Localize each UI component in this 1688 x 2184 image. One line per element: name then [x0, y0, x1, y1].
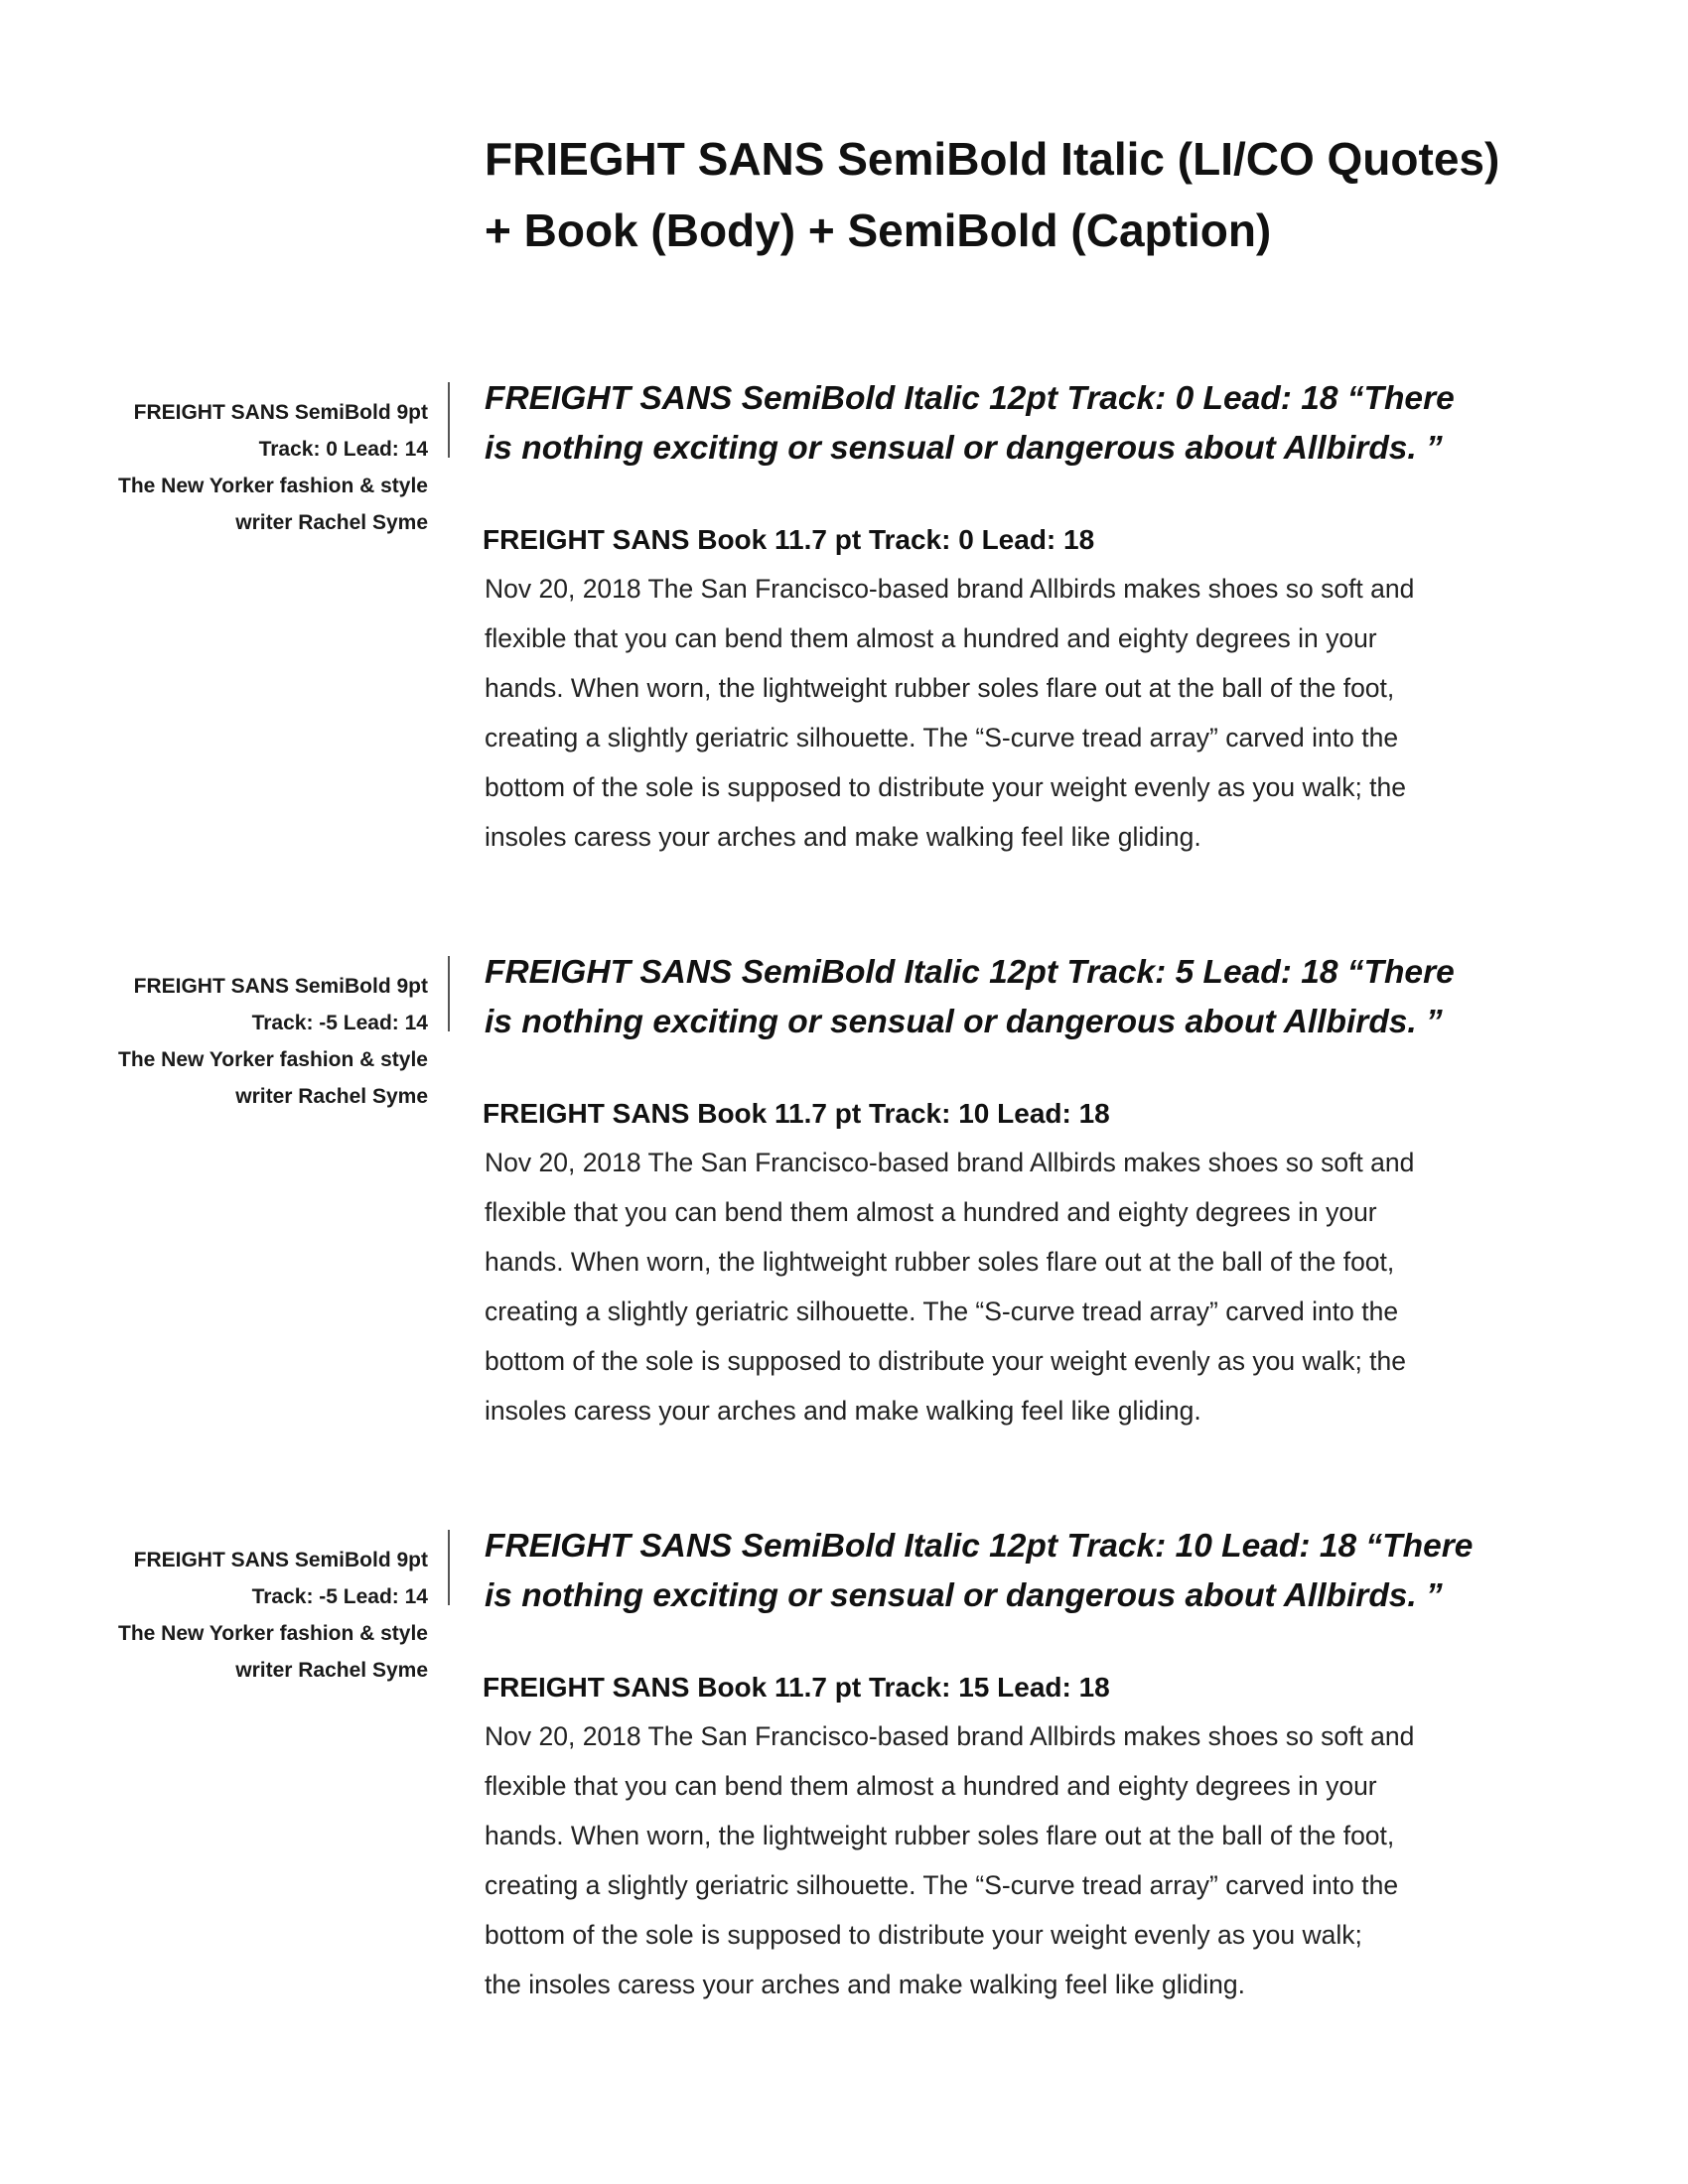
caption-divider [448, 956, 450, 1031]
body-line: insoles caress your arches and make walking feel like gliding. [485, 1396, 1201, 1426]
quote-line: FREIGHT SANS SemiBold Italic 12pt Track: 5 Lead: 18 “There [485, 954, 1455, 991]
quote-line: FREIGHT SANS SemiBold Italic 12pt Track: 0 Lead: 18 “There [485, 380, 1455, 417]
body-line: hands. When worn, the lightweight rubber soles flare out at the ball of the foot, [485, 1247, 1395, 1277]
body-text-sample [485, 1711, 1617, 2009]
quote-line: is nothing exciting or sensual or dangerous about Allbirds. ” [485, 430, 1443, 467]
body-line: flexible that you can bend them almost a hundred and eighty degrees in your [485, 1771, 1377, 1801]
body-spec-label: FREIGHT SANS Book 11.7 pt Track: 15 Lead: 18 [483, 1672, 1110, 1703]
caption-line: writer Rachel Syme [235, 1659, 428, 1682]
caption-line: writer Rachel Syme [235, 1085, 428, 1108]
page-title-line: FRIEGHT SANS SemiBold Italic (LI/CO Quotes) [485, 133, 1500, 185]
body-line: Nov 20, 2018 The San Francisco-based brand Allbirds makes shoes so soft and [485, 1148, 1415, 1177]
body-spec-label: FREIGHT SANS Book 11.7 pt Track: 10 Lead: 18 [483, 1098, 1110, 1129]
caption-sample [60, 1542, 428, 1689]
caption-line: Track: 0 Lead: 14 [258, 438, 428, 461]
quote-line: is nothing exciting or sensual or dangerous about Allbirds. ” [485, 1004, 1443, 1040]
caption-sample [60, 394, 428, 541]
body-line: insoles caress your arches and make walking feel like gliding. [485, 822, 1201, 852]
body-text-sample [485, 564, 1617, 862]
body-spec-label: FREIGHT SANS Book 11.7 pt Track: 0 Lead: 18 [483, 524, 1095, 555]
body-line: hands. When worn, the lightweight rubber soles flare out at the ball of the foot, [485, 1821, 1395, 1850]
quote-line: FREIGHT SANS SemiBold Italic 12pt Track: 10 Lead: 18 “There [485, 1528, 1474, 1565]
quote-line: is nothing exciting or sensual or dangerous about Allbirds. ” [485, 1577, 1443, 1614]
caption-line: Track: -5 Lead: 14 [251, 1012, 428, 1034]
caption-divider [448, 382, 450, 458]
caption-line: The New Yorker fashion & style [118, 1622, 428, 1645]
caption-divider [448, 1530, 450, 1605]
caption-line: Track: -5 Lead: 14 [251, 1585, 428, 1608]
body-line: bottom of the sole is supposed to distribute your weight evenly as you walk; the [485, 1346, 1407, 1376]
body-line: hands. When worn, the lightweight rubber soles flare out at the ball of the foot, [485, 673, 1395, 703]
caption-line: FREIGHT SANS SemiBold 9pt [133, 401, 428, 424]
caption-sample [60, 968, 428, 1115]
page-title [485, 123, 1626, 266]
body-text-sample [485, 1138, 1617, 1435]
body-line: Nov 20, 2018 The San Francisco-based brand Allbirds makes shoes so soft and [485, 574, 1415, 604]
body-line: creating a slightly geriatric silhouette. The “S-curve tread array” carved into the [485, 1870, 1399, 1900]
caption-line: The New Yorker fashion & style [118, 1048, 428, 1071]
caption-line: The New Yorker fashion & style [118, 475, 428, 497]
body-line: creating a slightly geriatric silhouette. The “S-curve tread array” carved into the [485, 1297, 1399, 1326]
page-title-line: + Book (Body) + SemiBold (Caption) [485, 205, 1272, 256]
body-line: the insoles caress your arches and make walking feel like gliding. [485, 1970, 1245, 1999]
pull-quote-sample [485, 374, 1597, 474]
body-line: creating a slightly geriatric silhouette. The “S-curve tread array” carved into the [485, 723, 1399, 752]
caption-line: FREIGHT SANS SemiBold 9pt [133, 1549, 428, 1571]
body-line: bottom of the sole is supposed to distribute your weight evenly as you walk; [485, 1920, 1362, 1950]
body-line: flexible that you can bend them almost a hundred and eighty degrees in your [485, 1197, 1377, 1227]
body-line: bottom of the sole is supposed to distribute your weight evenly as you walk; the [485, 772, 1407, 802]
body-line: flexible that you can bend them almost a hundred and eighty degrees in your [485, 623, 1377, 653]
pull-quote-sample [485, 1522, 1597, 1621]
body-line: Nov 20, 2018 The San Francisco-based brand Allbirds makes shoes so soft and [485, 1721, 1415, 1751]
caption-line: FREIGHT SANS SemiBold 9pt [133, 975, 428, 998]
caption-line: writer Rachel Syme [235, 511, 428, 534]
pull-quote-sample [485, 948, 1597, 1047]
